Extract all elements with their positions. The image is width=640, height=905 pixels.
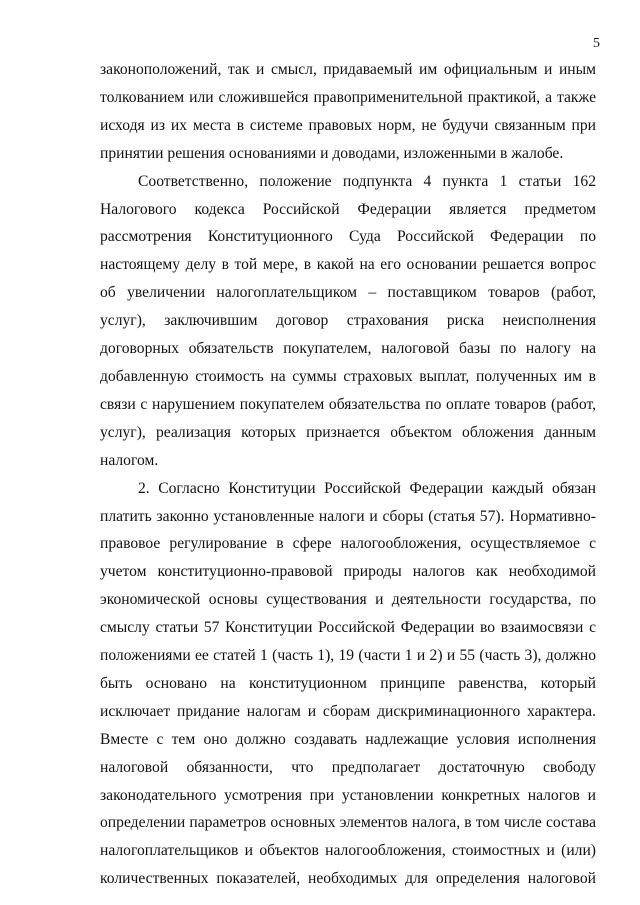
page-number: 5: [593, 36, 600, 51]
paragraph-subject-of-review: Соответственно, положение подпункта 4 пункта 1 статьи 162 Налогового кодекса Российской Федерации является предметом рассмотрения Конституционного Суда Российской Федерации по настоящему делу в той мере, в какой на его основании решается вопрос об увеличении налогоплательщиком – поставщиком товаров (работ, услуг), заключившим договор страхования риска неисполнения договорных обязательств покупателем, налоговой базы по налогу на добавленную стоимость на суммы страховых выплат, полученных им в связи с нарушением покупателем обязательства по оплате товаров (работ, услуг), реализация которых признается объектом обложения данным налогом.: [100, 172, 596, 469]
document-body: [100, 56, 596, 893]
paragraph-section-2: 2. Согласно Конституции Российской Федерации каждый обязан платить законно установленные налоги и сборы (статья 57). Нормативно-правовое регулирование в сфере налогообложения, осуществляемое с учетом конституционно-правовой природы налогов как необходимой экономической основы существования и деятельности государства, по смыслу статьи 57 Конституции Российской Федерации во взаимосвязи с положениями ее статей 1 (часть 1), 19 (части 1 и 2) и 55 (часть 3), должно быть основано на конституционном принципе равенства, который исключает придание налогам и сборам дискриминационного характера. Вместе с тем оно должно создавать надлежащие условия исполнения налоговой обязанности, что предполагает достаточную свободу законодательного усмотрения при установлении конкретных налогов и определении параметров основных элементов налога, в том числе состава налогоплательщиков и объектов налогообложения, стоимостных и (или) количественных показателей, необходимых для определения налоговой: [100, 479, 596, 888]
paragraph-continuation: законоположений, так и смысл, придаваемый им официальным и иным толкованием или сложившейся правоприменительной практикой, а также исходя из их места в системе правовых норм, не будучи связанным при принятии решения основаниями и доводами, изложенными в жалобе.: [100, 61, 596, 162]
